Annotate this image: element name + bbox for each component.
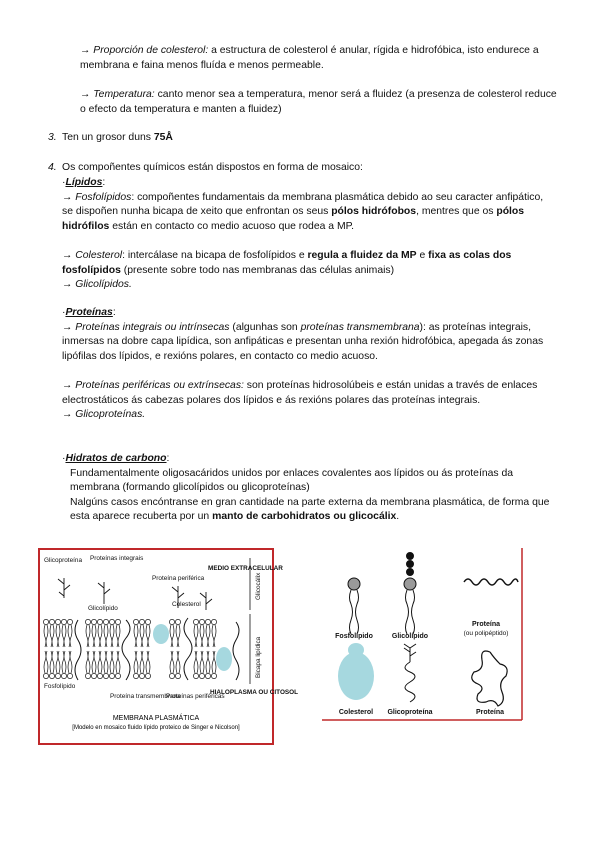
label-proteina: Proteína (475, 709, 505, 716)
term-temperatura: → Temperatura: (80, 89, 155, 100)
heading-hidratos: Hidratos de carbono (65, 453, 167, 464)
phospholipid-head (91, 619, 96, 624)
label-fosfolipido: Fosfolípido (44, 683, 76, 690)
membrane-diagram (38, 548, 299, 745)
phospholipid-head (49, 619, 54, 624)
text: Nalgúns casos encóntranse en gran cantidade na parte externa da membrana plasmática, de forma que esta aparece recuberta por un (70, 496, 550, 523)
protein-molecule (472, 651, 507, 706)
term-glicocalix: manto de carbohidratos ou glicocálix (212, 511, 397, 523)
phospholipid-head (43, 673, 48, 678)
phospholipid-head (67, 619, 72, 624)
text: . (396, 511, 400, 523)
phospholipid-head (139, 619, 144, 624)
phospholipid-head (169, 673, 174, 678)
paragraph-colesterol-proportion (80, 44, 560, 73)
phospholipid-head (115, 673, 120, 678)
phospholipid-head (133, 673, 138, 678)
term-colesterol: → Colesterol (62, 250, 123, 261)
label-fosfolipido: Fosfolípido (335, 633, 373, 640)
label-glicoproteina: Glicoproteína (44, 557, 83, 564)
heading-lipidos: Lípidos (65, 177, 103, 188)
phospholipid-head (109, 673, 114, 678)
phospholipid-head (97, 619, 102, 624)
text: e (416, 250, 429, 261)
label-proteina-transmembrana: Proteína transmembrana (110, 693, 181, 700)
label-glicolipido: Glicolípido (88, 605, 118, 612)
cholesterol-blob-2 (216, 647, 232, 671)
text: son proteínas hidrosolúbeis e están unidas a través de enlaces electrostáticos ás cabezas polares dos lípidos e ás rexións polares das proteínas integrais. (62, 380, 538, 406)
term: fixa as colas dos fosfolípidos (62, 250, 512, 276)
label-glicoproteina: Glicoproteína (387, 709, 433, 716)
lipidos-section: ·Lípidos: → Fosfolípidos: compoñentes fundamentais da membrana plasmática debido ao seu caracter anfipático, se dispoñen nunha bicapa de xeito que enfrontan os seus pólos hidrófobos, mentres que os pólos hidrófilos están en contacto co medio acuoso que rodea a MP. (62, 177, 544, 232)
glycolipid-molecule (404, 553, 416, 635)
phospholipid-head (61, 619, 66, 624)
label-colesterol: Colesterol (338, 709, 374, 716)
label-hialoplasma: HIALOPLASMA OU CITOSOL (210, 689, 299, 696)
phospholipid-head (133, 619, 138, 624)
cholesterol-blob-1 (153, 624, 169, 644)
label-proteinas-perifericas: Proteínas periféricas (166, 693, 225, 700)
phospholipid-head (169, 619, 174, 624)
phospholipid-head (55, 619, 60, 624)
text: : intercálase na bicapa de fosfolípidos e (122, 250, 308, 261)
text: : compoñentes fundamentais da membrana plasmática debido ao seu caracter anfipático, se dispoñen nunha bicapa de xeito que enfrontan os seus (62, 191, 544, 218)
term-fosfolipidos: → Fosfolípidos (62, 191, 132, 203)
phospholipid-head (85, 673, 90, 678)
term-glicolipidos: → Glicolípidos. (62, 279, 132, 291)
proteinas-perifericas-paragraph (62, 379, 552, 423)
polypeptide-molecule (464, 579, 518, 585)
phospholipid-head (145, 619, 150, 624)
text: (presente sobre todo nas membranas das células animais) (120, 264, 395, 276)
phospholipid-molecule (348, 578, 360, 634)
phospholipid-head (145, 673, 150, 678)
term-transmembrana: proteínas transmembrana (300, 321, 420, 333)
label-bicapa-lipidica: Bicapa lipídica (255, 636, 262, 678)
caption-title: MEMBRANA PLASMÁTICA (112, 715, 200, 722)
phospholipid-head (103, 619, 108, 624)
phospholipid-head (193, 673, 198, 678)
paragraph-temperatura (80, 88, 560, 117)
term-proporcion-colesterol: → Proporción de colesterol: (80, 45, 209, 56)
phospholipid-head (109, 619, 114, 624)
term-glicoproteinas: → Glicoproteínas. (62, 409, 146, 421)
text: ): as proteínas integrais, inmersas na dobre capa lipídica, son anfipáticas e presentan unha rexión hidrofóbica, apegada ás zonas lipófilas dos lípidos, e rexións polares, en contacto co medio acuoso. (62, 321, 544, 362)
label-proteina-periferica: Proteína periférica (152, 575, 205, 582)
phospholipid-head (205, 619, 210, 624)
phospholipid-head (139, 673, 144, 678)
glycoprotein-molecule (404, 644, 416, 702)
colesterol-paragraph (62, 249, 552, 293)
phospholipid-head (49, 673, 54, 678)
text: canto menor sea a temperatura, menor será a fluidez (a presenza de colesterol reduce o efecto da temperatura e manten a fluidez) (80, 89, 557, 115)
thickness-value: 75Å (153, 132, 173, 143)
label-proteinas-integrais: Proteínas integrais (90, 555, 144, 562)
list-item-3 (48, 131, 173, 146)
molecules-diagram (322, 548, 524, 721)
list-text: Os compoñentes químicos están dispostos en forma de mosaico: (62, 162, 363, 173)
list-text: Ten un grosor duns (62, 132, 154, 143)
list-item-4 (48, 161, 558, 176)
text: están en contacto co medio acuoso que rodea a MP. (109, 220, 355, 232)
phospholipid-head (55, 673, 60, 678)
term: regula a fluidez da MP (307, 250, 417, 261)
phospholipid-head (199, 619, 204, 624)
phospholipid-head (175, 619, 180, 624)
text: , mentres que os (416, 206, 497, 218)
hidratos-section: ·Hidratos de carbono: Fundamentalmente oligosacáridos unidos por enlaces covalentes aos lípidos ou ás proteínas da membrana (formando glicolípidos ou glicoproteínas) Nalgúns casos encóntranse en gran cantidade na parte externa da membrana plasmática, de forma que esta aparece recuberta por un manto de carbohidratos ou glicocálix. (62, 452, 552, 525)
label-ou-polipeptido: (ou polipéptido) (463, 630, 509, 637)
phospholipid-head (97, 673, 102, 678)
phospholipid-head (205, 673, 210, 678)
phospholipid-head (85, 619, 90, 624)
phospholipid-head (103, 673, 108, 678)
phospholipid-head (175, 673, 180, 678)
term: pólos hidrófobos (331, 206, 417, 218)
phospholipid-head (211, 673, 216, 678)
phospholipid-head (199, 673, 204, 678)
list-number: 3. (48, 132, 57, 143)
label-glicocalix: Glicocálix (255, 572, 262, 600)
phospholipid-head (61, 673, 66, 678)
list-number: 4. (48, 162, 57, 173)
label-medio-extracelular: MEDIO EXTRACELULAR (208, 565, 283, 572)
hidratos-paragraph-1: Fundamentalmente oligosacáridos unidos por enlaces covalentes aos lípidos ou ás proteínas da membrana (formando glicolípidos ou glicoproteínas) (70, 467, 514, 494)
phospholipid-head (43, 619, 48, 624)
proteinas-section: ·Proteínas: → Proteínas integrais ou intrínsecas (algunhas son proteínas transmembrana): as proteínas integrais, inmersas na dobre capa lipídica, son anfipáticas e presentan unha rexión hidrofóbica, apegada ás zonas lipófilas dos lípidos, e rexións polares, en contacto co medio acuoso. (62, 307, 544, 362)
cholesterol-molecule (338, 643, 374, 700)
text: a estructura de colesterol é anular, rígida e hidrofóbica, isto endurece a membrana e faina menos fluída e menos permeable. (80, 45, 539, 71)
label-glicolipido: Glicolípido (391, 633, 429, 640)
term: pólos hidrófilos (62, 206, 525, 232)
text: (algunhas son (229, 321, 301, 333)
phospholipid-head (91, 673, 96, 678)
label-colesterol: Colesterol (172, 601, 201, 608)
label-proteina-poly: Proteína (471, 621, 501, 628)
phospholipid-head (115, 619, 120, 624)
phospholipid-head (211, 619, 216, 624)
caption-subtitle: [Modelo en mosaico fluido lípido proteico de Singer e Nicolson] (72, 725, 240, 731)
term-proteinas-integrais: → Proteínas integrais ou intrínsecas (62, 321, 230, 333)
heading-proteinas: Proteínas (65, 307, 113, 318)
phospholipid-head (67, 673, 72, 678)
phospholipid-head (193, 619, 198, 624)
term-proteinas-perifericas: → Proteínas periféricas ou extrínsecas: (62, 380, 244, 391)
